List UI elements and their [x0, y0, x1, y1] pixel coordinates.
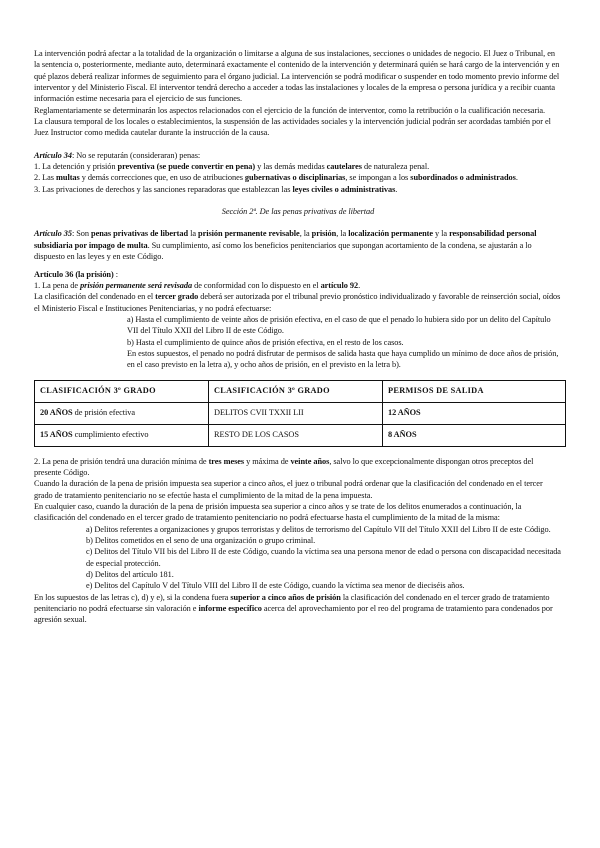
article-36-item-b: b) Hasta el cumplimiento de quince años de prisión efectiva, en el resto de los casos.: [127, 337, 404, 347]
table-header-row: [35, 380, 566, 402]
list-item: c) Delitos del Título VII bis del Libro II de este Código, cuando la víctima sea una persona menor de edad o persona con discapacidad necesitada de especial protección.: [86, 547, 561, 568]
article-35-paragraph: Artículo 35: Son penas privativas de libertad la prisión permanente revisable, la prisión, la localización permanente y la responsabilidad personal subsidiaria por impago de multa. Su cumplimiento, así como los beneficios penitenciarios que supongan acortamiento de la condena, se ajustarán a lo dispuesto en las leyes y en este Código.: [34, 229, 537, 262]
article-34-heading: Artículo 34: No se reputarán (consideraran) penas:: [34, 150, 201, 160]
article-36-part-2-paragraph-3: En cualquier caso, cuando la duración de la pena de prisión impuesta sea superior a cinco años y se trate de los delitos enumerados a continuación, la clasificación del condenado en el tercer grado de tratamiento penitenciario no podrá efectuarse hasta el cumplimiento de la mitad de la misma:: [34, 501, 522, 523]
article-36-paragraph-2: La clasificación del condenado en el tercer grado deberá ser autorizada por el tribunal previo pronóstico individualizado y favorable de reinserción social, oídos el Ministerio Fiscal e Instituciones Penitenciarias, y no podrá efectuarse:: [34, 292, 561, 313]
article-36-part-2-paragraph-2: Cuando la duración de la pena de prisión impuesta sea superior a cinco años, el juez o tribunal podrá ordenar que la clasificación del condenado en el tercer grado de tratamiento penitenciario no se efectúe hasta el cumplimiento de la mitad de la pena impuesta.: [34, 479, 543, 500]
table-header-cell: PERMISOS DE SALIDA: [383, 380, 566, 402]
article-34-item-3: 3. Las privaciones de derechos y las sanciones reparadoras que establezcan las leyes civiles o administrativas.: [34, 184, 398, 194]
article-34-item-2: 2. Las multas y demás correcciones que, en uso de atribuciones gubernativas o disciplinarias, se impongan a los subordinados o administrados.: [34, 173, 518, 183]
table-cell: 20 AÑOS de prisión efectiva: [35, 402, 209, 424]
table-cell: 8 AÑOS: [383, 424, 566, 446]
article-36-heading: Artículo 36 (la prisión) :: [34, 269, 118, 279]
article-36-part-2: 2. La pena de prisión tendrá una duración mínima de tres meses y máxima de veinte años, salvo lo que excepcionalmente dispongan otros preceptos del presente Código.: [34, 456, 534, 477]
classification-table: [34, 380, 566, 447]
article-36-note: En estos supuestos, el penado no podrá disfrutar de permisos de salida hasta que haya cumplido un mínimo de doce años de prisión, en el caso previsto en la letra a), y ocho años de prisión, en el previsto en la letra b).: [127, 348, 559, 370]
table-cell: 12 AÑOS: [383, 402, 566, 424]
list-item: a) Delitos referentes a organizaciones y grupos terroristas y delitos de terrorismo del Capítulo VII del Título XXII del Libro II de este Código.: [86, 524, 551, 534]
table-row: [35, 424, 566, 446]
article-36-item-a: a) Hasta el cumplimiento de veinte años de prisión efectiva, en el caso de que el penado lo hubiera sido por un delito del Capítulo VII del Título XXII del Libro II de este Código.: [127, 314, 551, 336]
table-cell: 15 AÑOS cumplimiento efectivo: [35, 424, 209, 446]
article-34-item-1: 1. La detención y prisión preventiva (se puede convertir en pena) y las demás medidas cautelares de naturaleza penal.: [34, 162, 430, 172]
document-page: [34, 48, 562, 626]
table-cell: DELITOS CVII TXXII LII: [209, 402, 383, 424]
table-row: [35, 402, 566, 424]
table-header-cell: CLASIFICACIÓN 3º GRADO: [209, 380, 383, 402]
article-36-closing-paragraph: En los supuestos de las letras c), d) y e), si la condena fuera superior a cinco años de prisión la clasificación del condenado en el tercer grado de tratamiento penitenciario no podrá efectuarse sin valoración e informe específico acerca del aprovechamiento por el reo del programa de tratamiento para condenados por agresión sexual.: [34, 592, 553, 625]
intro-paragraph-2: Reglamentariamente se determinarán los aspectos relacionados con el ejercicio de la función de interventor, como la retribución o la cualificación necesaria.: [34, 105, 546, 115]
section-heading: Sección 2ª. De las penas privativas de libertad: [221, 207, 375, 217]
list-item: d) Delitos del artículo 181.: [86, 570, 174, 580]
table-cell: RESTO DE LOS CASOS: [209, 424, 383, 446]
intro-paragraph-3: La clausura temporal de los locales o establecimientos, la suspensión de las actividades sociales y la intervención judicial podrán ser acordadas también por el Juez Instructor como medida cautelar durante la instrucción de la causa.: [34, 117, 551, 138]
table-header-cell: CLASIFICACIÓN 3º GRADO: [35, 380, 209, 402]
intro-paragraph-1: La intervención podrá afectar a la totalidad de la organización o limitarse a alguna de sus instalaciones, secciones o unidades de negocio. El Juez o Tribunal, en la sentencia o, posteriormente, mediante auto, determinará exactamente el contenido de la intervención y determinará quién se hará cargo de la intervención y en qué plazos deberá realizar informes de seguimiento para el órgano judicial. La intervención se podrá modificar o suspender en todo momento previo informe del interventor y del Ministerio Fiscal. El interventor tendrá derecho a acceder a todas las instalaciones y locales de la empresa o persona jurídica y a recibir cuanta información estime necesaria para el ejercicio de sus funciones.: [34, 49, 560, 104]
list-item: b) Delitos cometidos en el seno de una organización o grupo criminal.: [86, 536, 316, 545]
list-item: e) Delitos del Capítulo V del Título VIII del Libro II de este Código, cuando la víctima sea menor de dieciséis años.: [86, 581, 465, 591]
article-36-paragraph-1: 1. La pena de prisión permanente será revisada de conformidad con lo dispuesto en el artículo 92.: [34, 280, 361, 290]
